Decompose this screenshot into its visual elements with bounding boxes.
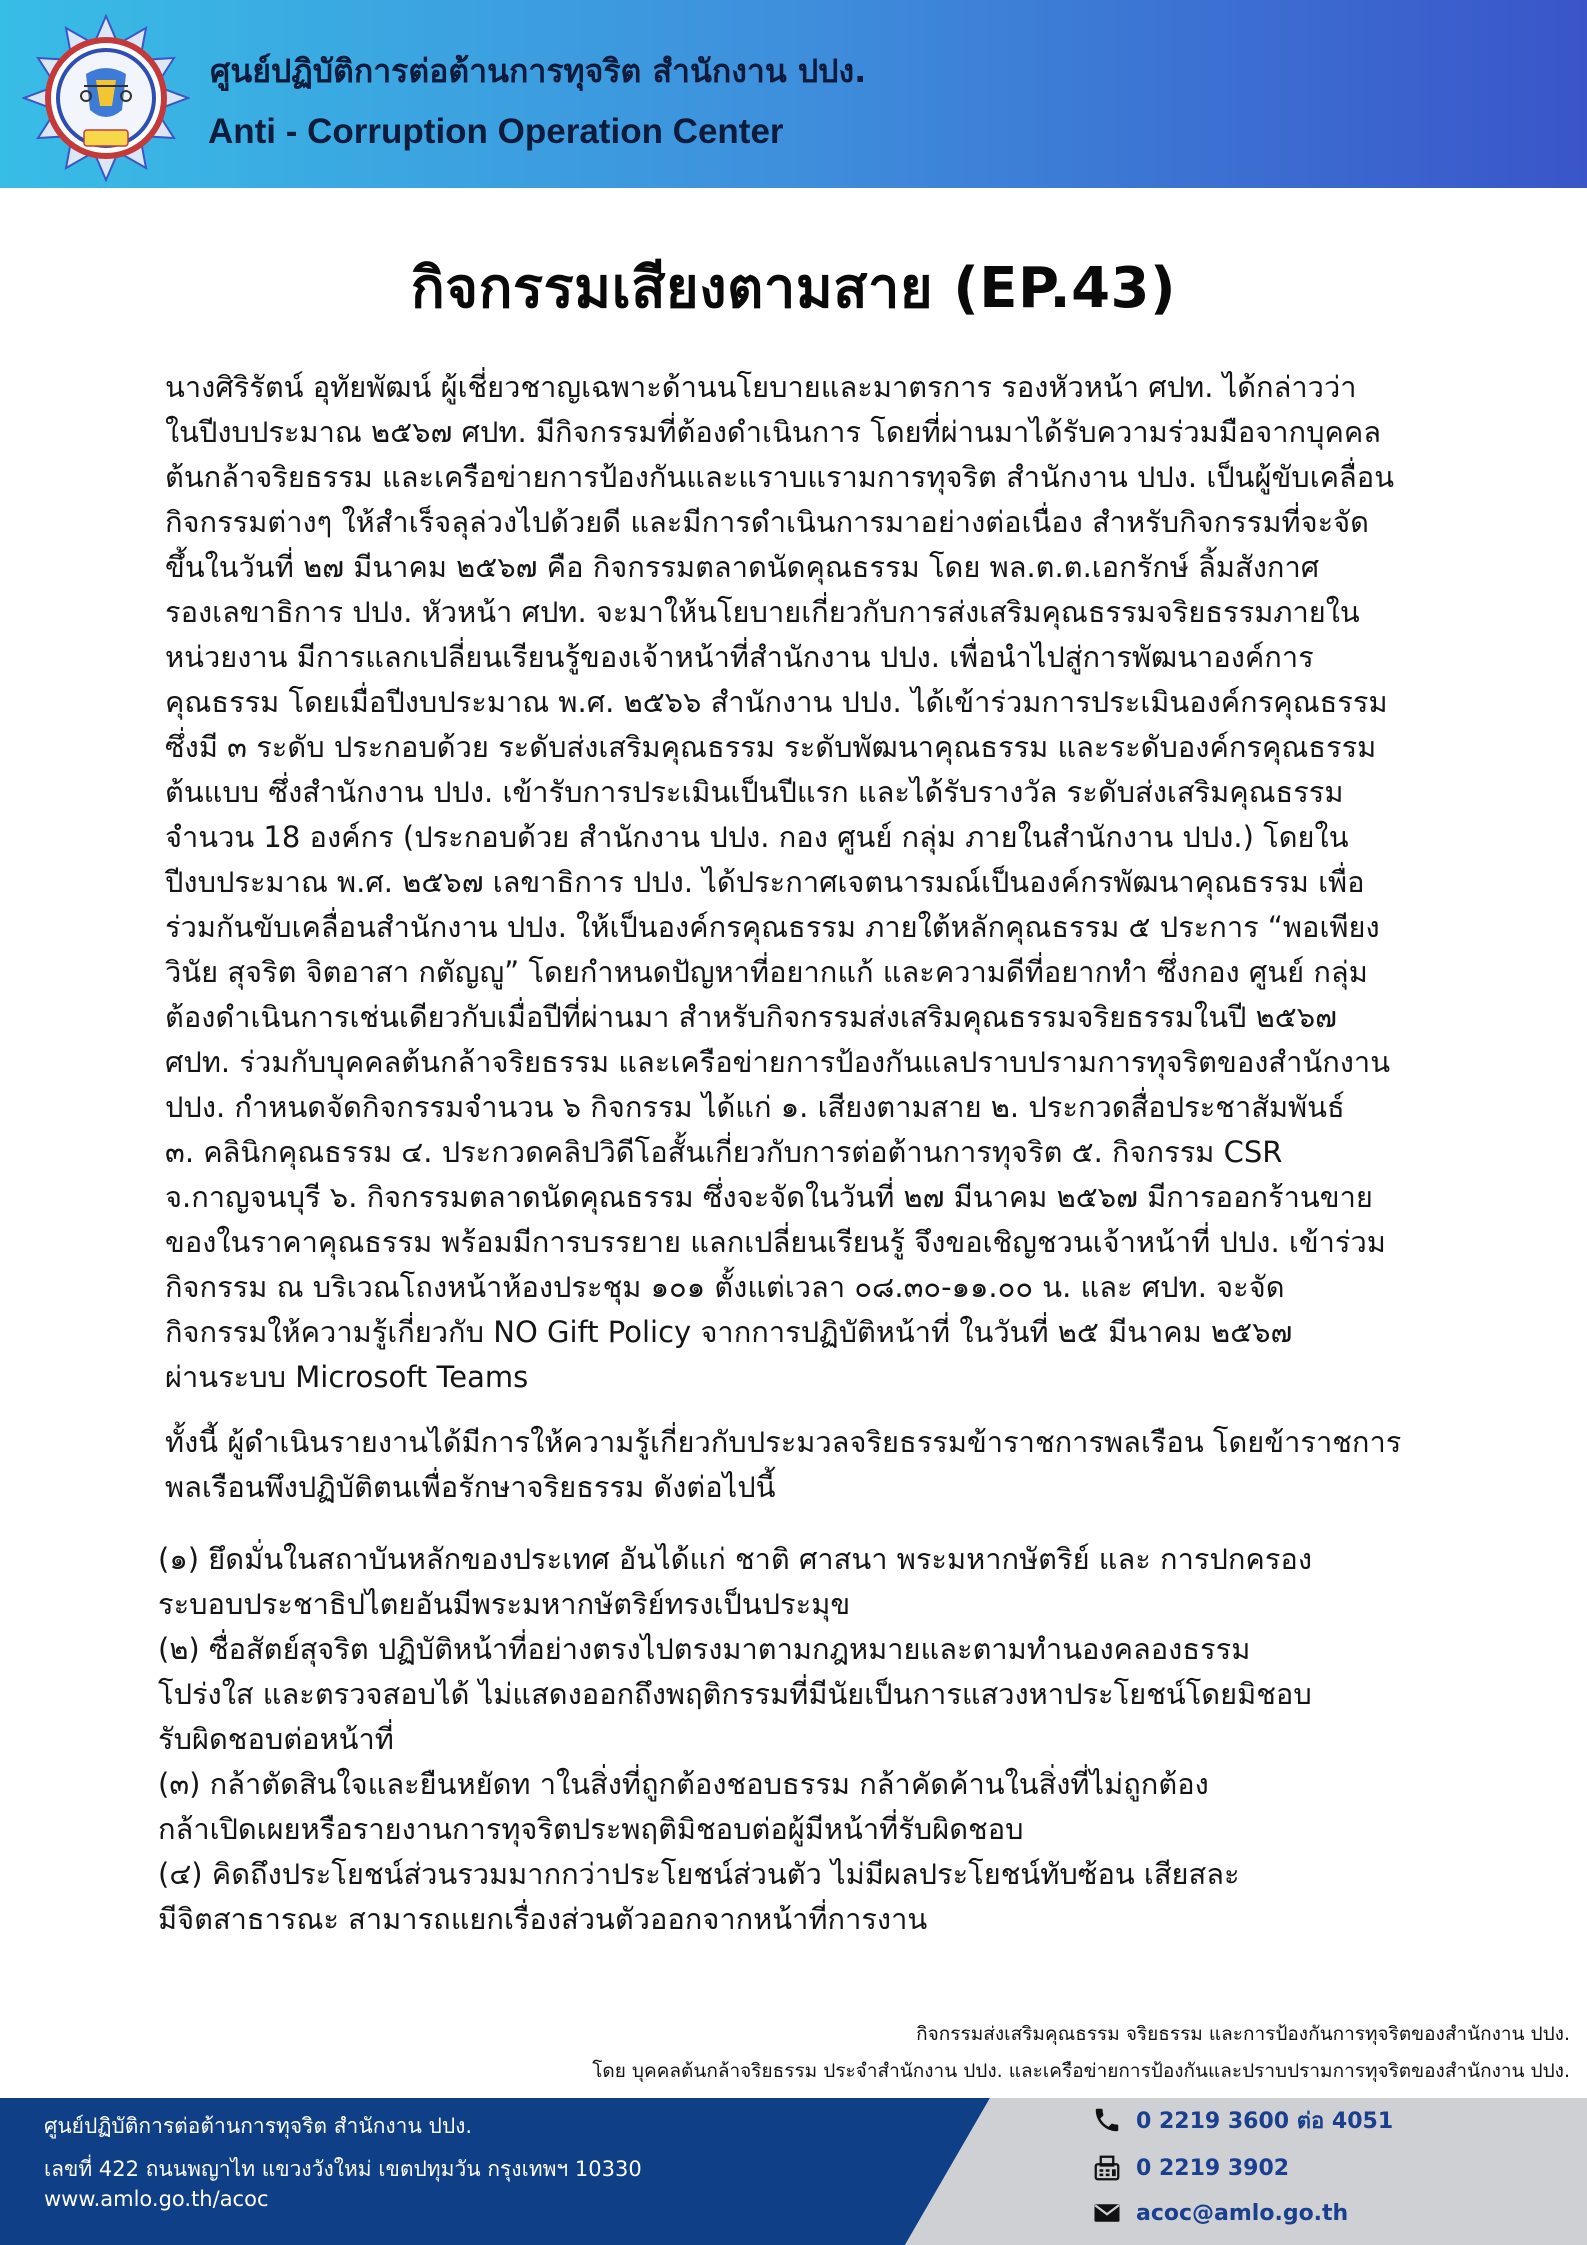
amlo-seal-logo — [22, 14, 190, 182]
paragraph-line: รองเลขาธิการ ปปง. หัวหน้า ศปท. จะมาให้นโยบายเกี่ยวกับการส่งเสริมคุณธรรมจริยธรรมภายใน — [165, 595, 1360, 629]
email-icon — [1090, 2198, 1124, 2228]
contact-email — [1090, 2196, 1348, 2230]
list-item-line: (๑) ยึดมั่นในสถาบันหลักของประเทศ อันได้แก่ ชาติ ศาสนา พระมหากษัตริย์ และ การปกครอง — [158, 1542, 1312, 1576]
paragraph-line: ซึ่งมี ๓ ระดับ ประกอบด้วย ระดับส่งเสริมคุณธรรม ระดับพัฒนาคุณธรรม และระดับองค์กรคุณธรรม — [165, 730, 1377, 764]
footer-address: เลขที่ 422 ถนนพญาไท แขวงวังใหม่ เขตปทุมวัน กรุงเทพฯ 10330 — [44, 2157, 642, 2181]
email-address[interactable]: acoc@amlo.go.th — [1136, 2200, 1349, 2226]
body-paragraph-ethics-intro — [165, 1420, 1401, 1510]
paragraph-line: คุณธรรม โดยเมื่อปีงบประมาณ พ.ศ. ๒๕๖๖ สำนักงาน ปปง. ได้เข้าร่วมการประเมินองค์กรคุณธรรม — [165, 685, 1388, 719]
contact-phone — [1090, 2103, 1393, 2137]
contact-fax — [1090, 2151, 1289, 2185]
list-item-line: รับผิดชอบต่อหน้าที่ — [158, 1722, 394, 1756]
paragraph-line: พลเรือนพึงปฏิบัติตนเพื่อรักษาจริยธรรม ดังต่อไปนี้ — [165, 1470, 776, 1504]
paragraph-line: ๓. คลินิกคุณธรรม ๔. ประกวดคลิปวิดีโอสั้นเกี่ยวกับการต่อต้านการทุจริต ๕. กิจกรรม CSR — [165, 1135, 1283, 1169]
paragraph-line: ต้นแบบ ซึ่งสำนักงาน ปปง. เข้ารับการประเมินเป็นปีแรก และได้รับรางวัล ระดับส่งเสริมคุณธรรม — [165, 775, 1344, 809]
footer-org-name: ศูนย์ปฏิบัติการต่อต้านการทุจริต สำนักงาน ปปง. — [44, 2114, 473, 2138]
list-item-line: ระบอบประชาธิปไตยอันมีพระมหากษัตริย์ทรงเป็นประมุข — [158, 1587, 851, 1621]
paragraph-line: ขึ้นในวันที่ ๒๗ มีนาคม ๒๕๖๗ คือ กิจกรรมตลาดนัดคุณธรรม โดย พล.ต.ต.เอกรักษ์ ลิ้มสังกาศ — [165, 550, 1320, 584]
paragraph-line: ร่วมกันขับเคลื่อนสำนักงาน ปปง. ให้เป็นองค์กรคุณธรรม ภายใต้หลักคุณธรรม ๕ ประการ “พอเพียง — [165, 910, 1380, 944]
paragraph-line: ต้องดำเนินการเช่นเดียวกับเมื่อปีที่ผ่านมา สำหรับกิจกรรมส่งเสริมคุณธรรมจริยธรรมในปี ๒๕๖๗ — [165, 1000, 1337, 1034]
phone-icon — [1090, 2105, 1124, 2135]
credit-line-network: โดย บุคคลต้นกล้าจริยธรรม ประจำสำนักงาน ปปง. และเครือข่ายการป้องกันและปราบปรามการทุจริตของสำนักงาน ปปง. — [592, 2060, 1570, 2082]
list-item-line: (๓) กล้าตัดสินใจและยืนหยัดท าในสิ่งที่ถูกต้องชอบธรรม กล้าคัดค้านในสิ่งที่ไม่ถูกต้อง — [158, 1767, 1209, 1801]
paragraph-line: กิจกรรมต่างๆ ให้สำเร็จลุล่วงไปด้วยดี และมีการดำเนินการมาอย่างต่อเนื่อง สำหรับกิจกรรมที่จะจัด — [165, 505, 1370, 539]
credit-line-activity: กิจกรรมส่งเสริมคุณธรรม จริยธรรม และการป้องกันการทุจริตของสำนักงาน ปปง. — [916, 2023, 1570, 2045]
list-item-line: (๔) คิดถึงประโยชน์ส่วนรวมมากกว่าประโยชน์ส่วนตัว ไม่มีผลประโยชน์ทับซ้อน เสียสละ — [158, 1857, 1240, 1891]
ethics-list — [158, 1537, 1312, 1942]
body-paragraph-intro — [165, 365, 1394, 1400]
paragraph-line: ผ่านระบบ Microsoft Teams — [165, 1360, 529, 1394]
list-item-line: มีจิตสาธารณะ สามารถแยกเรื่องส่วนตัวออกจากหน้าที่การงาน — [158, 1902, 928, 1936]
page-title: กิจกรรมเสียงตามสาย (EP.43) — [410, 256, 1177, 321]
footer-website-link[interactable]: www.amlo.go.th/acoc — [44, 2187, 269, 2211]
paragraph-line: นางศิริรัตน์ อุทัยพัฒน์ ผู้เชี่ยวชาญเฉพาะด้านนโยบายและมาตรการ รองหัวหน้า ศปท. ได้กล่าวว่า — [165, 370, 1357, 404]
paragraph-line: กิจกรรมให้ความรู้เกี่ยวกับ NO Gift Policy จากการปฏิบัติหน้าที่ ในวันที่ ๒๕ มีนาคม ๒๕๖๗ — [165, 1315, 1293, 1349]
paragraph-line: ศปท. ร่วมกับบุคคลต้นกล้าจริยธรรม และเครือข่ายการป้องกันแลปราบปรามการทุจริตของสำนักงาน — [165, 1045, 1391, 1079]
list-item-line: กล้าเปิดเผยหรือรายงานการทุจริตประพฤติมิชอบต่อผู้มีหน้าที่รับผิดชอบ — [158, 1812, 1024, 1846]
paragraph-line: กิจกรรม ณ บริเวณโถงหน้าห้องประชุม ๑๐๑ ตั้งแต่เวลา ๐๘.๓๐-๑๑.๐๐ น. และ ศปท. จะจัด — [165, 1270, 1285, 1304]
header-banner — [0, 0, 1587, 188]
paragraph-line: ปีงบประมาณ พ.ศ. ๒๕๖๗ เลขาธิการ ปปง. ได้ประกาศเจตนารมณ์เป็นองค์กรพัฒนาคุณธรรม เพื่อ — [165, 865, 1365, 899]
paragraph-line: วินัย สุจริต จิตอาสา กตัญญู” โดยกำหนดปัญหาที่อยากแก้ และความดีที่อยากทำ ซึ่งกอง ศูนย์ กลุ่ม — [165, 955, 1368, 989]
paragraph-line: หน่วยงาน มีการแลกเปลี่ยนเรียนรู้ของเจ้าหน้าที่สำนักงาน ปปง. เพื่อนำไปสู่การพัฒนาองค์การ — [165, 640, 1314, 674]
org-name-th: ศูนย์ปฏิบัติการต่อต้านการทุจริต สำนักงาน ปปง. — [210, 52, 867, 90]
paragraph-line: จ.กาญจนบุรี ๖. กิจกรรมตลาดนัดคุณธรรม ซึ่งจะจัดในวันที่ ๒๗ มีนาคม ๒๕๖๗ มีการออกร้านขาย — [165, 1180, 1373, 1214]
paragraph-line: ในปีงบประมาณ ๒๕๖๗ ศปท. มีกิจกรรมที่ต้องดำเนินการ โดยที่ผ่านมาได้รับความร่วมมือจากบุคคล — [165, 415, 1382, 449]
paragraph-line: ทั้งนี้ ผู้ดำเนินรายงานได้มีการให้ความรู้เกี่ยวกับประมวลจริยธรรมข้าราชการพลเรือน โดยข้าราชการ — [165, 1425, 1402, 1459]
list-item-line: (๒) ซื่อสัตย์สุจริต ปฏิบัติหน้าที่อย่างตรงไปตรงมาตามกฎหมายและตามทำนองคลองธรรม — [158, 1632, 1251, 1666]
list-item-line: โปร่งใส และตรวจสอบได้ ไม่แสดงออกถึงพฤติกรรมที่มีนัยเป็นการแสวงหาประโยชน์โดยมิชอบ — [158, 1677, 1312, 1711]
paragraph-line: ปปง. กำหนดจัดกิจกรรมจำนวน ๖ กิจกรรม ได้แก่ ๑. เสียงตามสาย ๒. ประกวดสื่อประชาสัมพันธ์ — [165, 1090, 1345, 1124]
paragraph-line: จำนวน 18 องค์กร (ประกอบด้วย สำนักงาน ปปง. กอง ศูนย์ กลุ่ม ภายในสำนักงาน ปปง.) โดยใน — [165, 820, 1349, 854]
fax-number[interactable]: 0 2219 3902 — [1136, 2155, 1290, 2181]
phone-number[interactable]: 0 2219 3600 ต่อ 4051 — [1136, 2108, 1394, 2134]
paragraph-line: ของในราคาคุณธรรม พร้อมมีการบรรยาย แลกเปลี่ยนเรียนรู้ จึงขอเชิญชวนเจ้าหน้าที่ ปปง. เข้าร่วม — [165, 1225, 1386, 1259]
paragraph-line: ต้นกล้าจริยธรรม และเครือข่ายการป้องกันและแราบแรามการทุจริต สำนักงาน ปปง. เป็นผู้ขับเคลื่อน — [165, 460, 1395, 494]
fax-icon — [1090, 2153, 1124, 2183]
org-name-en: Anti - Corruption Operation Center — [208, 112, 784, 151]
